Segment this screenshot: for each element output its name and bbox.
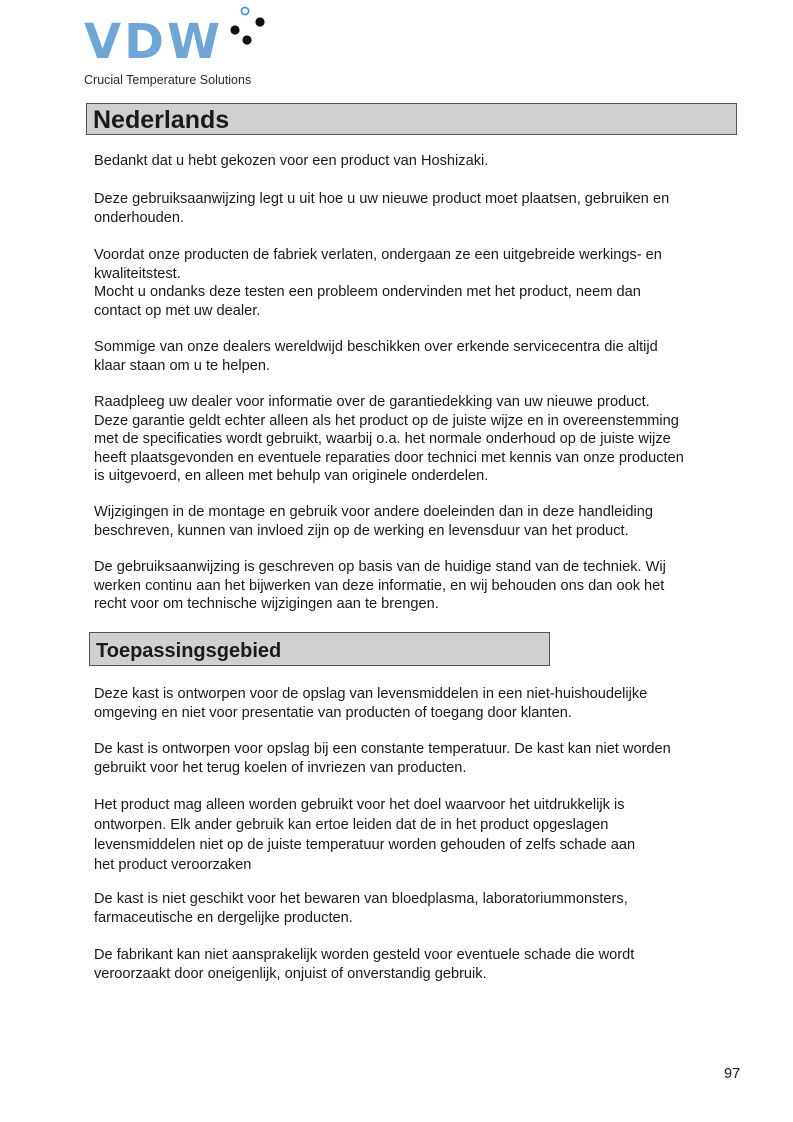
text-line: is uitgevoerd, en alleen met behulp van originele onderdelen. [94, 468, 489, 484]
text-line: Wijzigingen in de montage en gebruik voor andere doeleinden dan in deze handleiding [94, 504, 654, 520]
text-line: De gebruiksaanwijzing is geschreven op basis van de huidige stand van de techniek. Wij [94, 559, 666, 575]
text-line: De kast is niet geschikt voor het bewaren van bloedplasma, laboratoriummonsters, [94, 891, 628, 907]
paragraph-quality-test [94, 246, 754, 320]
text-line: Deze gebruiksaanwijzing legt u uit hoe u uw nieuwe product moet plaatsen, gebruiken en [94, 191, 670, 207]
text-line: klaar staan om u te helpen. [94, 357, 271, 374]
company-logo [84, 6, 284, 90]
text-line: veroorzaakt door oneigenlijk, onjuist of onverstandig gebruik. [94, 965, 487, 982]
text-line: contact op met uw dealer. [94, 302, 261, 319]
text-line: Bedankt dat u hebt gekozen voor een product van Hoshizaki. [94, 153, 489, 169]
text-line: kwaliteitstest. [94, 265, 181, 282]
text-line: omgeving en niet voor presentatie van producten of toegang door klanten. [94, 704, 572, 721]
logo-dot-left [230, 25, 239, 34]
paragraph-warranty [94, 393, 754, 486]
text-line: levensmiddelen niet op de juiste temperatuur worden gehouden of zelfs schade aan [94, 837, 636, 853]
text-line: ontworpen. Elk ander gebruik kan ertoe leiden dat de in het product opgeslagen [94, 817, 609, 833]
paragraph-manual-purpose [94, 190, 754, 227]
section-heading-toepassingsgebied: Toepassingsgebied [89, 632, 550, 666]
paragraph-modifications [94, 503, 754, 540]
text-line: De fabrikant kan niet aansprakelijk worden gesteld voor eventuele schade die wordt [94, 947, 635, 963]
paragraph-not-suitable [94, 890, 754, 927]
logo-dot-outline [241, 7, 248, 14]
logo-wordmark: VDW [84, 14, 223, 70]
text-line: werken continu aan het bijwerken van deze informatie, en wij behouden ons dan ook het [94, 577, 665, 594]
text-line: Deze garantie geldt echter alleen als het product op de juiste wijze en in overeenstemming [94, 412, 679, 429]
paragraph-thanks [94, 152, 754, 171]
logo-dot-right-top [255, 17, 264, 26]
text-line: De kast is ontworpen voor opslag bij een constante temperatuur. De kast kan niet worden [94, 741, 671, 757]
text-line: het product veroorzaken [94, 857, 252, 873]
text-line: heeft plaatsgevonden en eventuele reparaties door technici met kennis van onze producten [94, 449, 684, 466]
paragraph-constant-temperature [94, 740, 754, 777]
section-heading-nederlands: Nederlands [86, 103, 737, 135]
text-line: Mocht u ondanks deze testen een probleem ondervinden met het product, neem dan [94, 284, 641, 300]
logo-dots-icon [228, 6, 268, 48]
logo-dot-bottom [242, 35, 251, 44]
text-line: beschreven, kunnen van invloed zijn op de werking en levensduur van het product. [94, 522, 629, 539]
text-line: Deze kast is ontworpen voor de opslag van levensmiddelen in een niet-huishoudelijke [94, 686, 648, 702]
logo-tagline: Crucial Temperature Solutions [84, 73, 252, 87]
text-line: recht voor om technische wijzigingen aan te brengen. [94, 596, 439, 612]
paragraph-misuse [94, 795, 754, 875]
paragraph-intended-use [94, 685, 754, 722]
text-line: gebruikt voor het terug koelen of invriezen van producten. [94, 759, 467, 776]
paragraph-liability [94, 946, 754, 983]
paragraph-technical-changes [94, 558, 754, 614]
text-line: Voordat onze producten de fabriek verlaten, ondergaan ze een uitgebreide werkings- en [94, 247, 662, 263]
text-line: Raadpleeg uw dealer voor informatie over de garantiedekking van uw nieuwe product. [94, 394, 650, 410]
text-line: met de specificaties wordt gebruikt, waarbij o.a. het normale onderhoud op de juiste wijze [94, 431, 671, 447]
text-line: onderhouden. [94, 209, 185, 226]
text-line: Sommige van onze dealers wereldwijd beschikken over erkende servicecentra die altijd [94, 339, 658, 355]
text-line: Het product mag alleen worden gebruikt voor het doel waarvoor het uitdrukkelijk is [94, 797, 625, 813]
page-number: 97 [724, 1066, 741, 1082]
paragraph-service-centres [94, 338, 754, 375]
text-line: farmaceutische en dergelijke producten. [94, 909, 353, 926]
